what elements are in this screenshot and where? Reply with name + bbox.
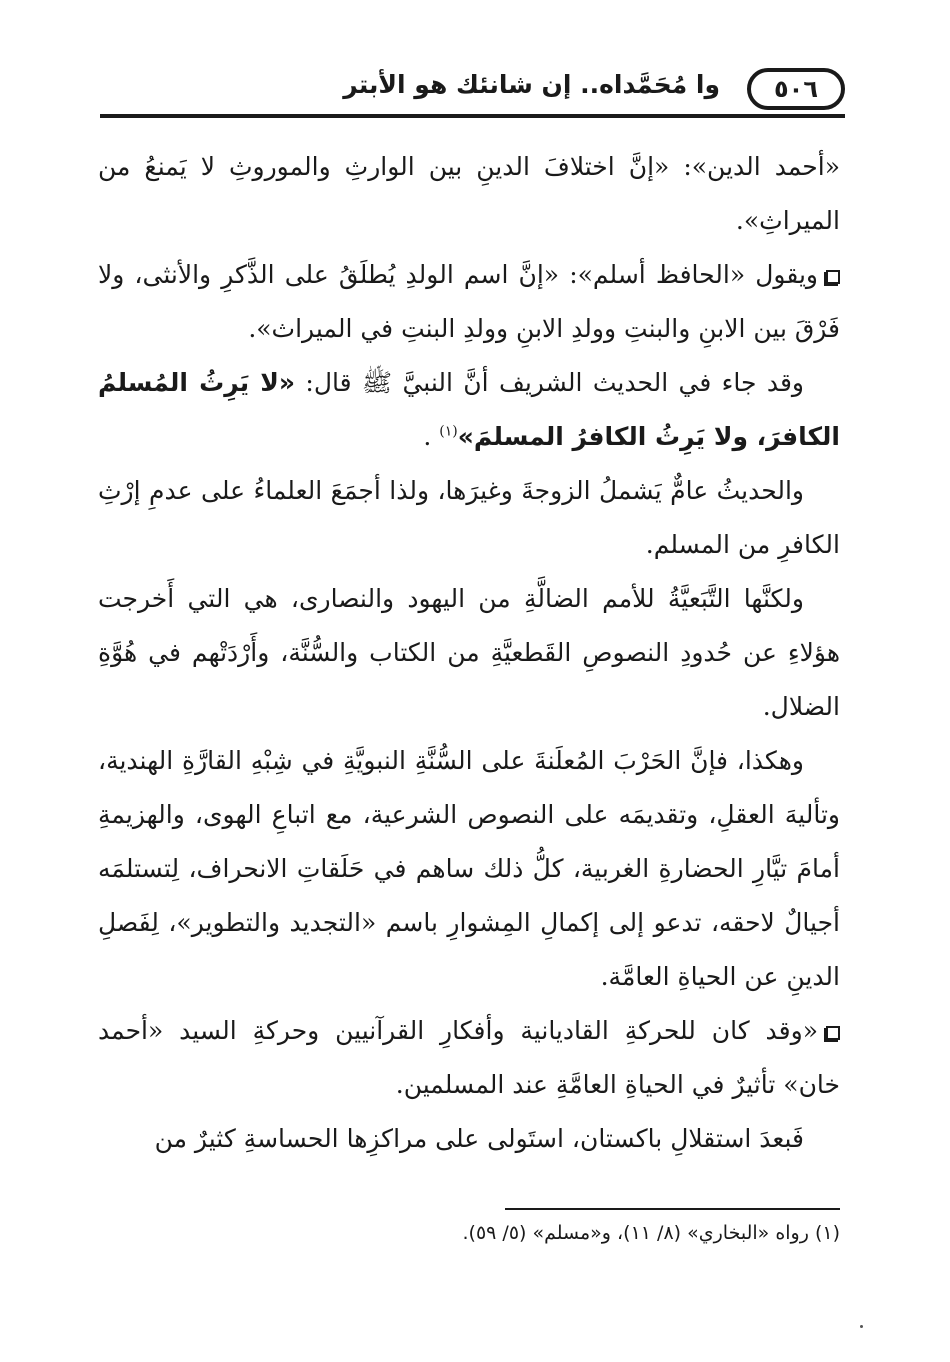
paragraph-text: وهكذا، فإنَّ الحَرْبَ المُعلَنةَ على السُّنَّةِ النبويَّةِ في شِبْهِ القارَّةِ الهندية، وتأليهَ العقلِ، وتقديمَه على النصوص الشرعية، مع اتباعِ الهوى، والهزيمةِ أمامَ تيَّارِ الحضارةِ الغربية، كلُّ ذلك ساهم في حَلَقاتِ الانحراف، لِتستلمَه أجيالٌ لاحقه، تدعو إلى إكمالِ المِشوارِ باسم «التجديد والتطوير»، لِفَصلِ الدينِ عن الحياةِ العامَّة. <box>98 746 840 991</box>
page-number: ٥٠٦ <box>774 75 818 103</box>
bullet-box-icon <box>826 270 840 284</box>
bullet-box-icon <box>826 1026 840 1040</box>
paragraph <box>98 1004 840 1112</box>
page-body <box>98 140 840 1166</box>
paragraph-text: والحديثُ عامٌّ يَشملُ الزوجةَ وغيرَها، ولذا أجمَعَ العلماءُ على عدمِ إرْثِ الكافرِ من المسلم. <box>98 476 840 559</box>
paragraph-text: «أحمد الدين»: «إنَّ اختلافَ الدينِ بين الوارثِ والموروثِ لا يَمنعُ من الميراثِ». <box>98 152 840 235</box>
paragraph <box>98 572 840 734</box>
paragraph <box>98 356 840 464</box>
paragraph <box>98 1112 840 1166</box>
page-header <box>100 60 845 118</box>
paragraph-text: ويقول «الحافظ أسلم»: «إنَّ اسم الولدِ يُطلَقُ على الذَّكرِ والأنثى، ولا فَرْقَ بين الابنِ والبنتِ وولدِ الابنِ وولدِ البنتِ في الميراث». <box>98 260 840 343</box>
paragraph-text: فَبعدَ استقلالِ باكستان، استَولى على مراكزِها الحساسةِ كثيرٌ من <box>154 1124 804 1153</box>
footnote: (١) رواه «البخاري» (٨/ ١١)، و«مسلم» (٥/ ٥٩). <box>462 1222 840 1244</box>
hadith-quote: «لا يَرِثُ المُسلمُ الكافرَ، ولا يَرِثُ الكافرُ المسلمَ» <box>98 368 840 451</box>
paragraph <box>98 248 840 356</box>
scan-speck <box>860 1325 863 1328</box>
paragraph <box>98 734 840 1004</box>
page-number-badge <box>747 68 845 110</box>
paragraph-text: وقد جاء في الحديث الشريف أنَّ النبيَّ ﷺ قال: <box>295 368 804 397</box>
paragraph-text: ولكنَّها التَّبَعيَّةُ للأمم الضالَّةِ من اليهود والنصارى، هي التي أَخرجت هؤلاءِ عن حُدودِ النصوصِ القَطعيَّةِ من الكتاب والسُّنَّة، وأَرْدَتْهم في هُوَّةِ الضلال. <box>98 584 840 721</box>
paragraph-text: «وقد كان للحركةِ القاديانية وأفكارِ القرآنيين وحركةِ السيد «أحمد خان» تأثيرٌ في الحياةِ العامَّةِ عند المسلمين. <box>98 1016 840 1099</box>
running-title: وا مُحَمَّداه.. إن شانئك هو الأبتر <box>343 70 720 99</box>
paragraph <box>98 140 840 248</box>
paragraph <box>98 464 840 572</box>
footnote-reference: (١) <box>439 423 458 440</box>
header-rule <box>100 114 845 118</box>
footnote-rule <box>505 1208 840 1210</box>
paragraph-end: . <box>423 422 440 451</box>
